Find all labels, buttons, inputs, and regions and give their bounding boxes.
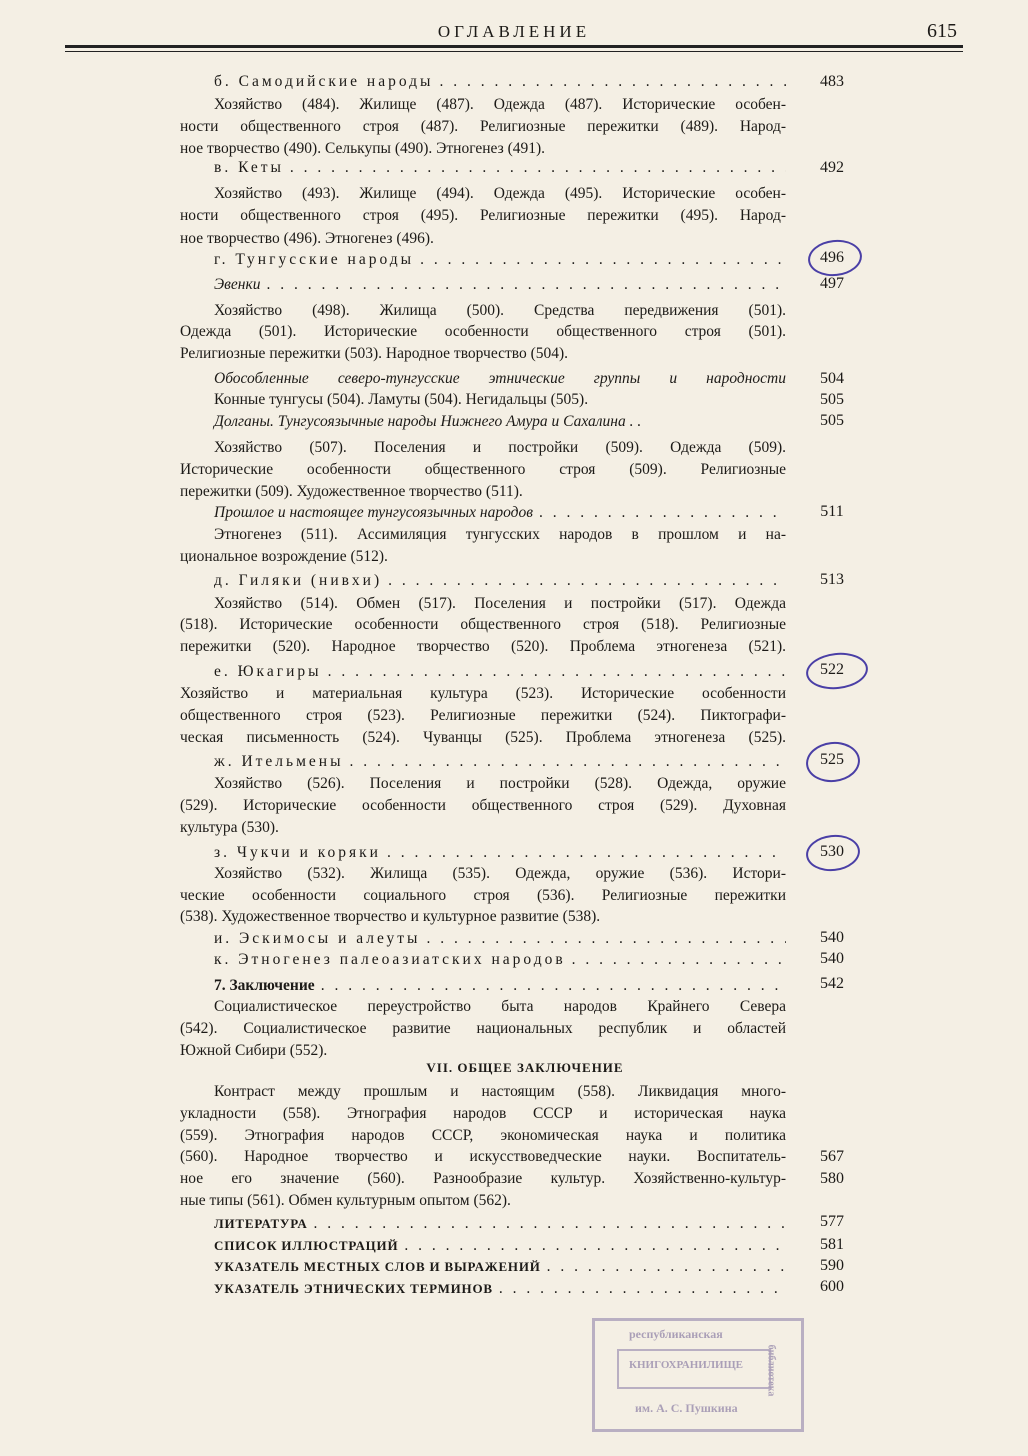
toc-page: 497: [820, 275, 844, 292]
stamp-text: библиотека: [765, 1344, 777, 1397]
toc-page: 496: [820, 249, 844, 266]
toc-page: 530: [820, 843, 844, 860]
handwritten-circle: [804, 832, 861, 873]
toc-text: ческие особенности социального строя (536). Религиозные пережитки: [180, 887, 786, 904]
toc-entry: УКАЗАТЕЛЬ ЭТНИЧЕСКИХ ТЕРМИНОВ . . .: [214, 1278, 786, 1299]
toc-entry: Эвенки . . .: [214, 274, 786, 295]
toc-text: Исторические особенности общественного строя (509). Религиозные: [180, 461, 786, 478]
toc-page: 540: [820, 929, 844, 946]
toc-entry: СПИСОК ИЛЛЮСТРАЦИЙ . . .: [214, 1235, 786, 1256]
toc-text: (538). Художественное творчество и культурное развитие (538).: [180, 908, 601, 925]
toc-entry: г. Тунгусские народы . . .: [214, 249, 786, 270]
toc-entry: 7. Заключение . . .: [214, 975, 786, 996]
toc-text: Хозяйство (498). Жилища (500). Средства передвижения (501).: [214, 302, 786, 319]
toc-text: пережитки (520). Народное творчество (520). Проблема этногенеза (521).: [180, 638, 786, 655]
toc-text: ности общественного строя (495). Религиозные пережитки (495). Народ-: [180, 207, 786, 224]
toc-text: Религиозные пережитки (503). Народное творчество (504).: [180, 345, 569, 362]
toc-entry: е. Юкагиры . . .: [214, 661, 786, 682]
toc-text: (560). Народное творчество и искусствоведческие науки. Воспитатель-: [180, 1148, 786, 1165]
toc-entry: б. Самодийские народы . . .: [214, 71, 786, 92]
toc-entry: ж. Ительмены . . .: [214, 751, 786, 772]
toc-page: 580: [820, 1170, 844, 1187]
toc-text: Этногенез (511). Ассимиляция тунгусских народов в прошлом и на-: [214, 526, 786, 543]
toc-entry: в. Кеты . . .: [214, 157, 786, 178]
toc-text: культура (530).: [180, 819, 279, 836]
toc-text: Хозяйство (493). Жилище (494). Одежда (495). Исторические особен-: [214, 185, 786, 202]
toc-text: ческая письменность (524). Чуванцы (525). Проблема этногенеза (525).: [180, 729, 786, 746]
toc-entry: и. Эскимосы и алеуты . . .: [214, 928, 786, 949]
toc-text: Контраст между прошлым и настоящим (558). Ликвидация много-: [214, 1083, 786, 1100]
toc-entry: д. Гиляки (нивхи) . . .: [214, 570, 786, 591]
toc-text: ное его значение (560). Разнообразие культур. Хозяйственно-культур-: [180, 1170, 786, 1187]
toc-page: 522: [820, 661, 844, 678]
toc-text: Социалистическое переустройство быта народов Крайнего Севера: [214, 998, 786, 1015]
toc-text: (559). Этнография народов СССР, экономическая наука и политика: [180, 1127, 786, 1144]
toc-entry: Обособленные северо-тунгусские этнические группы и народности: [214, 370, 786, 387]
toc-entry: Прошлое и настоящее тунгусоязычных народов . . .: [214, 502, 786, 523]
toc-entry: Долганы. Тунгусоязычные народы Нижнего Амура и Сахалина . .: [214, 413, 642, 430]
toc-text: (529). Исторические особенности общественного строя (529). Духовная: [180, 797, 786, 814]
header-rule: [65, 45, 963, 48]
toc-page: 525: [820, 751, 844, 768]
toc-entry: к. Этногенез палеоазиатских народов . . .: [214, 949, 786, 970]
toc-entry: УКАЗАТЕЛЬ МЕСТНЫХ СЛОВ И ВЫРАЖЕНИЙ . . .: [214, 1256, 786, 1277]
page-number: 615: [927, 20, 957, 42]
toc-text: Хозяйство (526). Поселения и постройки (528). Одежда, оружие: [214, 775, 786, 792]
toc-page: 577: [820, 1213, 844, 1230]
toc-page: 600: [820, 1278, 844, 1295]
toc-page: 542: [820, 975, 844, 992]
toc-text: Хозяйство (514). Обмен (517). Поселения и постройки (517). Одежда: [214, 595, 786, 612]
toc-page: 505: [820, 412, 844, 429]
section-heading: VII. ОБЩЕЕ ЗАКЛЮЧЕНИЕ: [426, 1060, 624, 1075]
toc-page: 581: [820, 1236, 844, 1253]
handwritten-circle: [804, 650, 869, 692]
toc-page: 513: [820, 571, 844, 588]
toc-text: Хозяйство (532). Жилища (535). Одежда, оружие (536). Истори-: [214, 865, 786, 882]
toc-text: Южной Сибири (552).: [180, 1042, 328, 1059]
stamp-text: республиканская: [629, 1327, 723, 1341]
toc-page: 483: [820, 73, 844, 90]
toc-text: циональное возрождение (512).: [180, 548, 388, 565]
toc-text: ное творчество (496). Этногенез (496).: [180, 230, 434, 247]
handwritten-circle: [804, 739, 862, 784]
toc-page: 540: [820, 950, 844, 967]
toc-entry: ЛИТЕРАТУРА . . .: [214, 1213, 786, 1234]
library-stamp: [592, 1318, 804, 1432]
toc-text: Конные тунгусы (504). Ламуты (504). Негидальцы (505).: [214, 391, 589, 408]
stamp-text: КНИГОХРАНИЛИЩЕ: [629, 1359, 743, 1371]
toc-text: общественного строя (523). Религиозные пережитки (524). Пиктографи-: [180, 707, 786, 724]
toc-text: ности общественного строя (487). Религиозные пережитки (489). Народ-: [180, 118, 786, 135]
toc-text: пережитки (509). Художественное творчество (511).: [180, 483, 523, 500]
toc-text: ные типы (561). Обмен культурным опытом (562).: [180, 1192, 511, 1209]
header-rule-thin: [65, 51, 963, 52]
toc-text: Хозяйство (484). Жилище (487). Одежда (487). Исторические особен-: [214, 96, 786, 113]
toc-text: (518). Исторические особенности общественного строя (518). Религиозные: [180, 616, 786, 633]
toc-page: 567: [820, 1148, 844, 1165]
toc-page: 504: [820, 370, 844, 387]
toc-page: 590: [820, 1257, 844, 1274]
stamp-text: им. А. С. Пушкина: [635, 1401, 738, 1415]
toc-page: 492: [820, 159, 844, 176]
toc-text: ное творчество (490). Селькупы (490). Этногенез (491).: [180, 140, 546, 157]
toc-text: Одежда (501). Исторические особенности общественного строя (501).: [180, 323, 786, 340]
toc-page: 511: [820, 503, 844, 520]
toc-text: Хозяйство и материальная культура (523). Исторические особенности: [180, 685, 786, 702]
toc-page: 505: [820, 391, 844, 408]
toc-text: Хозяйство (507). Поселения и постройки (509). Одежда (509).: [214, 439, 786, 456]
toc-text: (542). Социалистическое развитие национальных республик и областей: [180, 1020, 786, 1037]
toc-entry: з. Чукчи и коряки . . .: [214, 842, 786, 863]
toc-text: укладности (558). Этнография народов СССР и историческая наука: [180, 1105, 786, 1122]
running-header: ОГЛАВЛЕНИЕ: [437, 22, 591, 41]
